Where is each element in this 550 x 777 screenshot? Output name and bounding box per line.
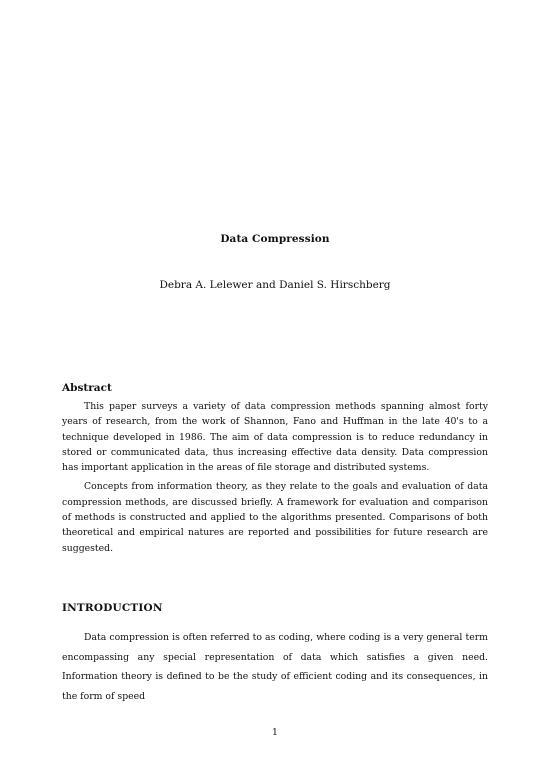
abstract-body (62, 399, 488, 560)
abstract-paragraph: Concepts from information theory, as they relate to the goals and evaluation of data compression methods, are discussed briefly. A framework for evaluation and comparison of methods is constructed and applied to the algorithms presented. Comparisons of both theoretical and empirical natures are reported and possibilities for future research are suggested. (62, 481, 488, 554)
abstract-paragraph: This paper surveys a variety of data compression methods spanning almost forty years of research, from the work of Shannon, Fano and Huffman in the late 40's to a technique developed in 1986. The aim of data compression is to reduce redundancy in stored or communicated data, thus increasing effective data density. Data compression has important application in the areas of file storage and distributed systems. (62, 401, 488, 474)
abstract-heading: Abstract (62, 382, 112, 394)
paper-authors: Debra A. Lelewer and Daniel S. Hirschberg (159, 279, 391, 291)
introduction-paragraph: Data compression is often referred to as coding, where coding is a very general term encompassing any special representation of data which satisfies a given need. Information theory is defined to be the study of efficient coding and its consequences, in the form of speed (62, 632, 488, 703)
introduction-heading: INTRODUCTION (62, 602, 163, 614)
page-number: 1 (272, 727, 278, 738)
paper-title: Data Compression (220, 233, 330, 245)
introduction-body (62, 628, 488, 707)
